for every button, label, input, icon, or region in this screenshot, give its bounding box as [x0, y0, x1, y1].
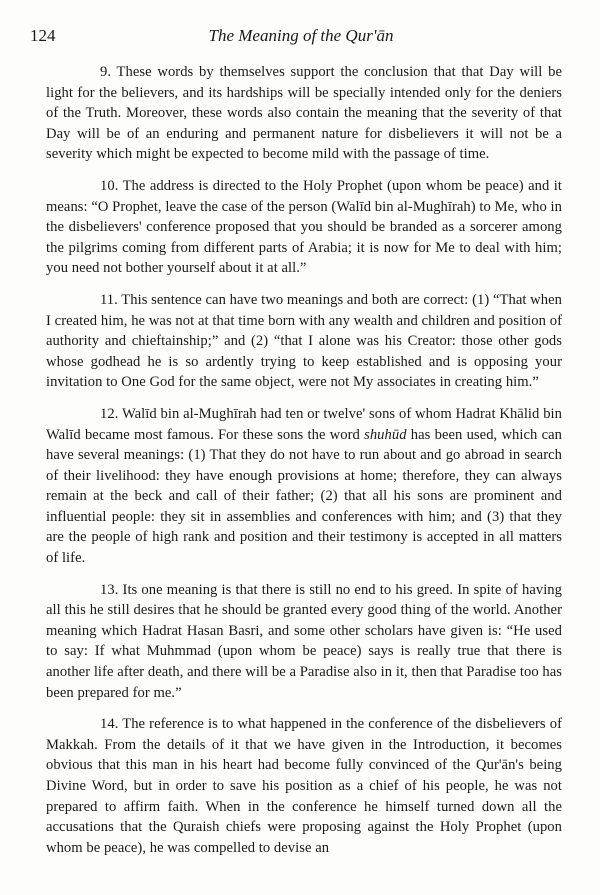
- note-14: 14. The reference is to what happened in the conference of the disbelievers of Makkah. From the details of it that we have given in the Introduction, it becomes obvious that this man in his heart had become fully convinced of the Qur'ān's being Divine Word, but in order to save his position as a chief of his people, he was not prepared to affirm faith. When in the conference he himself turned down all the accusations that the Quraish chiefs were proposing against the Holy Prophet (upon whom be peace), he was compelled to devise an: [46, 716, 562, 856]
- commentary-notes: [46, 62, 562, 869]
- running-title: The Meaning of the Qur'ān: [208, 26, 394, 45]
- note-11: 11. This sentence can have two meanings and both are correct: (1) “That when I created him, he was not at that time born with any wealth and children and position of authority and chieftainship;” and (2) “that I alone was his Creator: those other gods whose godhead he is so ardently trying to keep established and is opposing your invitation to One God for the same object, were not My associates in creating him.”: [46, 291, 562, 391]
- note-12-text-before: 12. Walīd bin al-Mughīrah had ten or twelve' sons of whom Hadrat Khālid bin Walīd became most famous. For these sons the word: [46, 405, 562, 443]
- note-12: [46, 404, 562, 569]
- page-header: [30, 26, 572, 50]
- note-12-text-after: has been used, which can have several meanings: (1) That they do not have to run about and go abroad in search of their livelihood: they have enough provisions at home; therefore, they can always remain at the beck and call of their father; (2) that all his sons are prominent and influential people: they sit in assemblies and conferences with him; and (3) that they are the people of high rank and position and their testimony is accepted in all matters of life.: [46, 426, 562, 567]
- note-13: 13. Its one meaning is that there is still no end to his greed. In spite of having all this he still desires that he should be granted every good thing of the world. Another meaning which Hadrat Hasan Basri, and some other scholars have given is: “He used to say: If what Muhmmad (upon whom be peace) says is really true that there is another life after death, and there will be a Paradise also in it, then that Paradise too has been prepared for me.”: [46, 581, 562, 701]
- page-number: 124: [30, 26, 56, 45]
- note-10: 10. The address is directed to the Holy Prophet (upon whom be peace) and it means: “O Prophet, leave the case of the person (Walīd bin al-Mughīrah) to Me, who in the disbelievers' conference proposed that you should be branded as a sorcerer among the pilgrims coming from different parts of Arabia; it is now for Me to deal with him; you need not bother yourself about it at all.”: [46, 177, 562, 277]
- note-9: 9. These words by themselves support the conclusion that that Day will be light for the believers, and its hardships will be specially intended only for the deniers of the Truth. Moreover, these words also contain the meaning that the severity of that Day will be of an enduring and permanent nature for disbelievers it will not be a severity which might be expected to become mild with the passage of time.: [46, 64, 562, 163]
- note-12-italic-term: shuhūd: [364, 426, 407, 443]
